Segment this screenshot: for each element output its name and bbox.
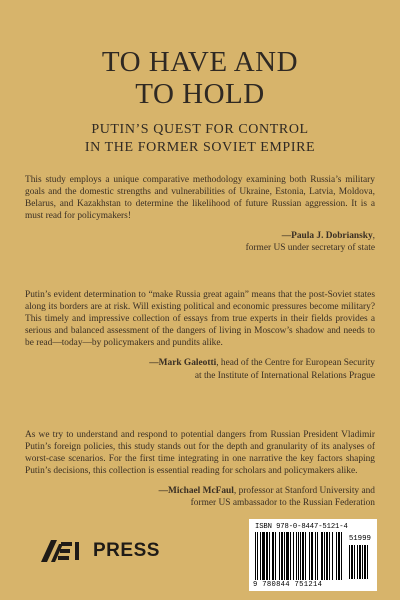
price-barcode-bars	[349, 545, 373, 581]
isbn-barcode	[249, 519, 377, 591]
aei-logo-icon	[39, 538, 87, 564]
publisher-label: PRESS	[93, 540, 160, 561]
endorsement-dobriansky	[25, 174, 375, 255]
ean-barcode-bars	[255, 532, 349, 582]
endorsement-text: Putin’s evident determination to “make Russia great again” means that the post-Soviet states along its borders are at risk. Will existing political and economic pressures become military? This timely and impressive collection of essays from true experts in their fields provides a serious and balanced assessment of the dangers of living in Moscow’s shadow and needs to be read—today—by policymakers and pundits alike.	[25, 290, 375, 349]
endorsement-attribution	[25, 230, 375, 254]
book-subtitle	[0, 121, 400, 157]
endorser-role-line-2: former US under secretary of state	[245, 243, 375, 254]
endorsement-mcfaul	[25, 429, 375, 510]
endorsement-text: As we try to understand and respond to potential dangers from Russian President Vladimir Putin’s foreign policies, this study stands out for the depth and granularity of its analyses of worst-case scenarios. For the first time integrating in one narrative the key factors shaping Putin’s decisions, this collection is essential reading for scholars and policymakers alike.	[25, 430, 375, 477]
title-line-2: TO HOLD	[135, 78, 265, 110]
endorsement-attribution	[25, 357, 375, 381]
isbn-text: ISBN 978-0-8447-5121-4	[255, 523, 348, 531]
endorser-role-line-2: former US ambassador to the Russian Federation	[190, 498, 375, 509]
endorser-role: , head of the Centre for European Security	[216, 358, 375, 369]
endorser-role-line-2: at the Institute of International Relations Prague	[194, 370, 375, 381]
endorser-role: , professor at Stanford University and	[233, 486, 375, 497]
endorser-role: ,	[372, 231, 375, 242]
endorsement-galeotti	[25, 289, 375, 382]
endorser-name: —Mark Galeotti	[149, 358, 217, 369]
book-title	[0, 46, 400, 110]
endorser-name: —Paula J. Dobriansky	[281, 231, 373, 242]
price-code: 51999	[348, 535, 371, 543]
subtitle-line-2: IN THE FORMER SOVIET EMPIRE	[84, 140, 316, 155]
ean-digits: 9 780844 751214	[253, 581, 323, 589]
endorsement-attribution	[25, 485, 375, 509]
publisher-mark	[39, 536, 160, 566]
endorsement-text: This study employs a unique comparative methodology examining both Russia’s military goals and the domestic strengths and vulnerabilities of Ukraine, Estonia, Latvia, Moldova, Belarus, and Kazakhstan to determine the likelihood of future Russian aggression. It is a must read for policymakers!	[25, 175, 375, 222]
title-line-1: TO HAVE AND	[101, 46, 299, 78]
endorser-name: —Michael McFaul	[158, 486, 234, 497]
subtitle-line-1: PUTIN’S QUEST FOR CONTROL	[91, 122, 309, 137]
